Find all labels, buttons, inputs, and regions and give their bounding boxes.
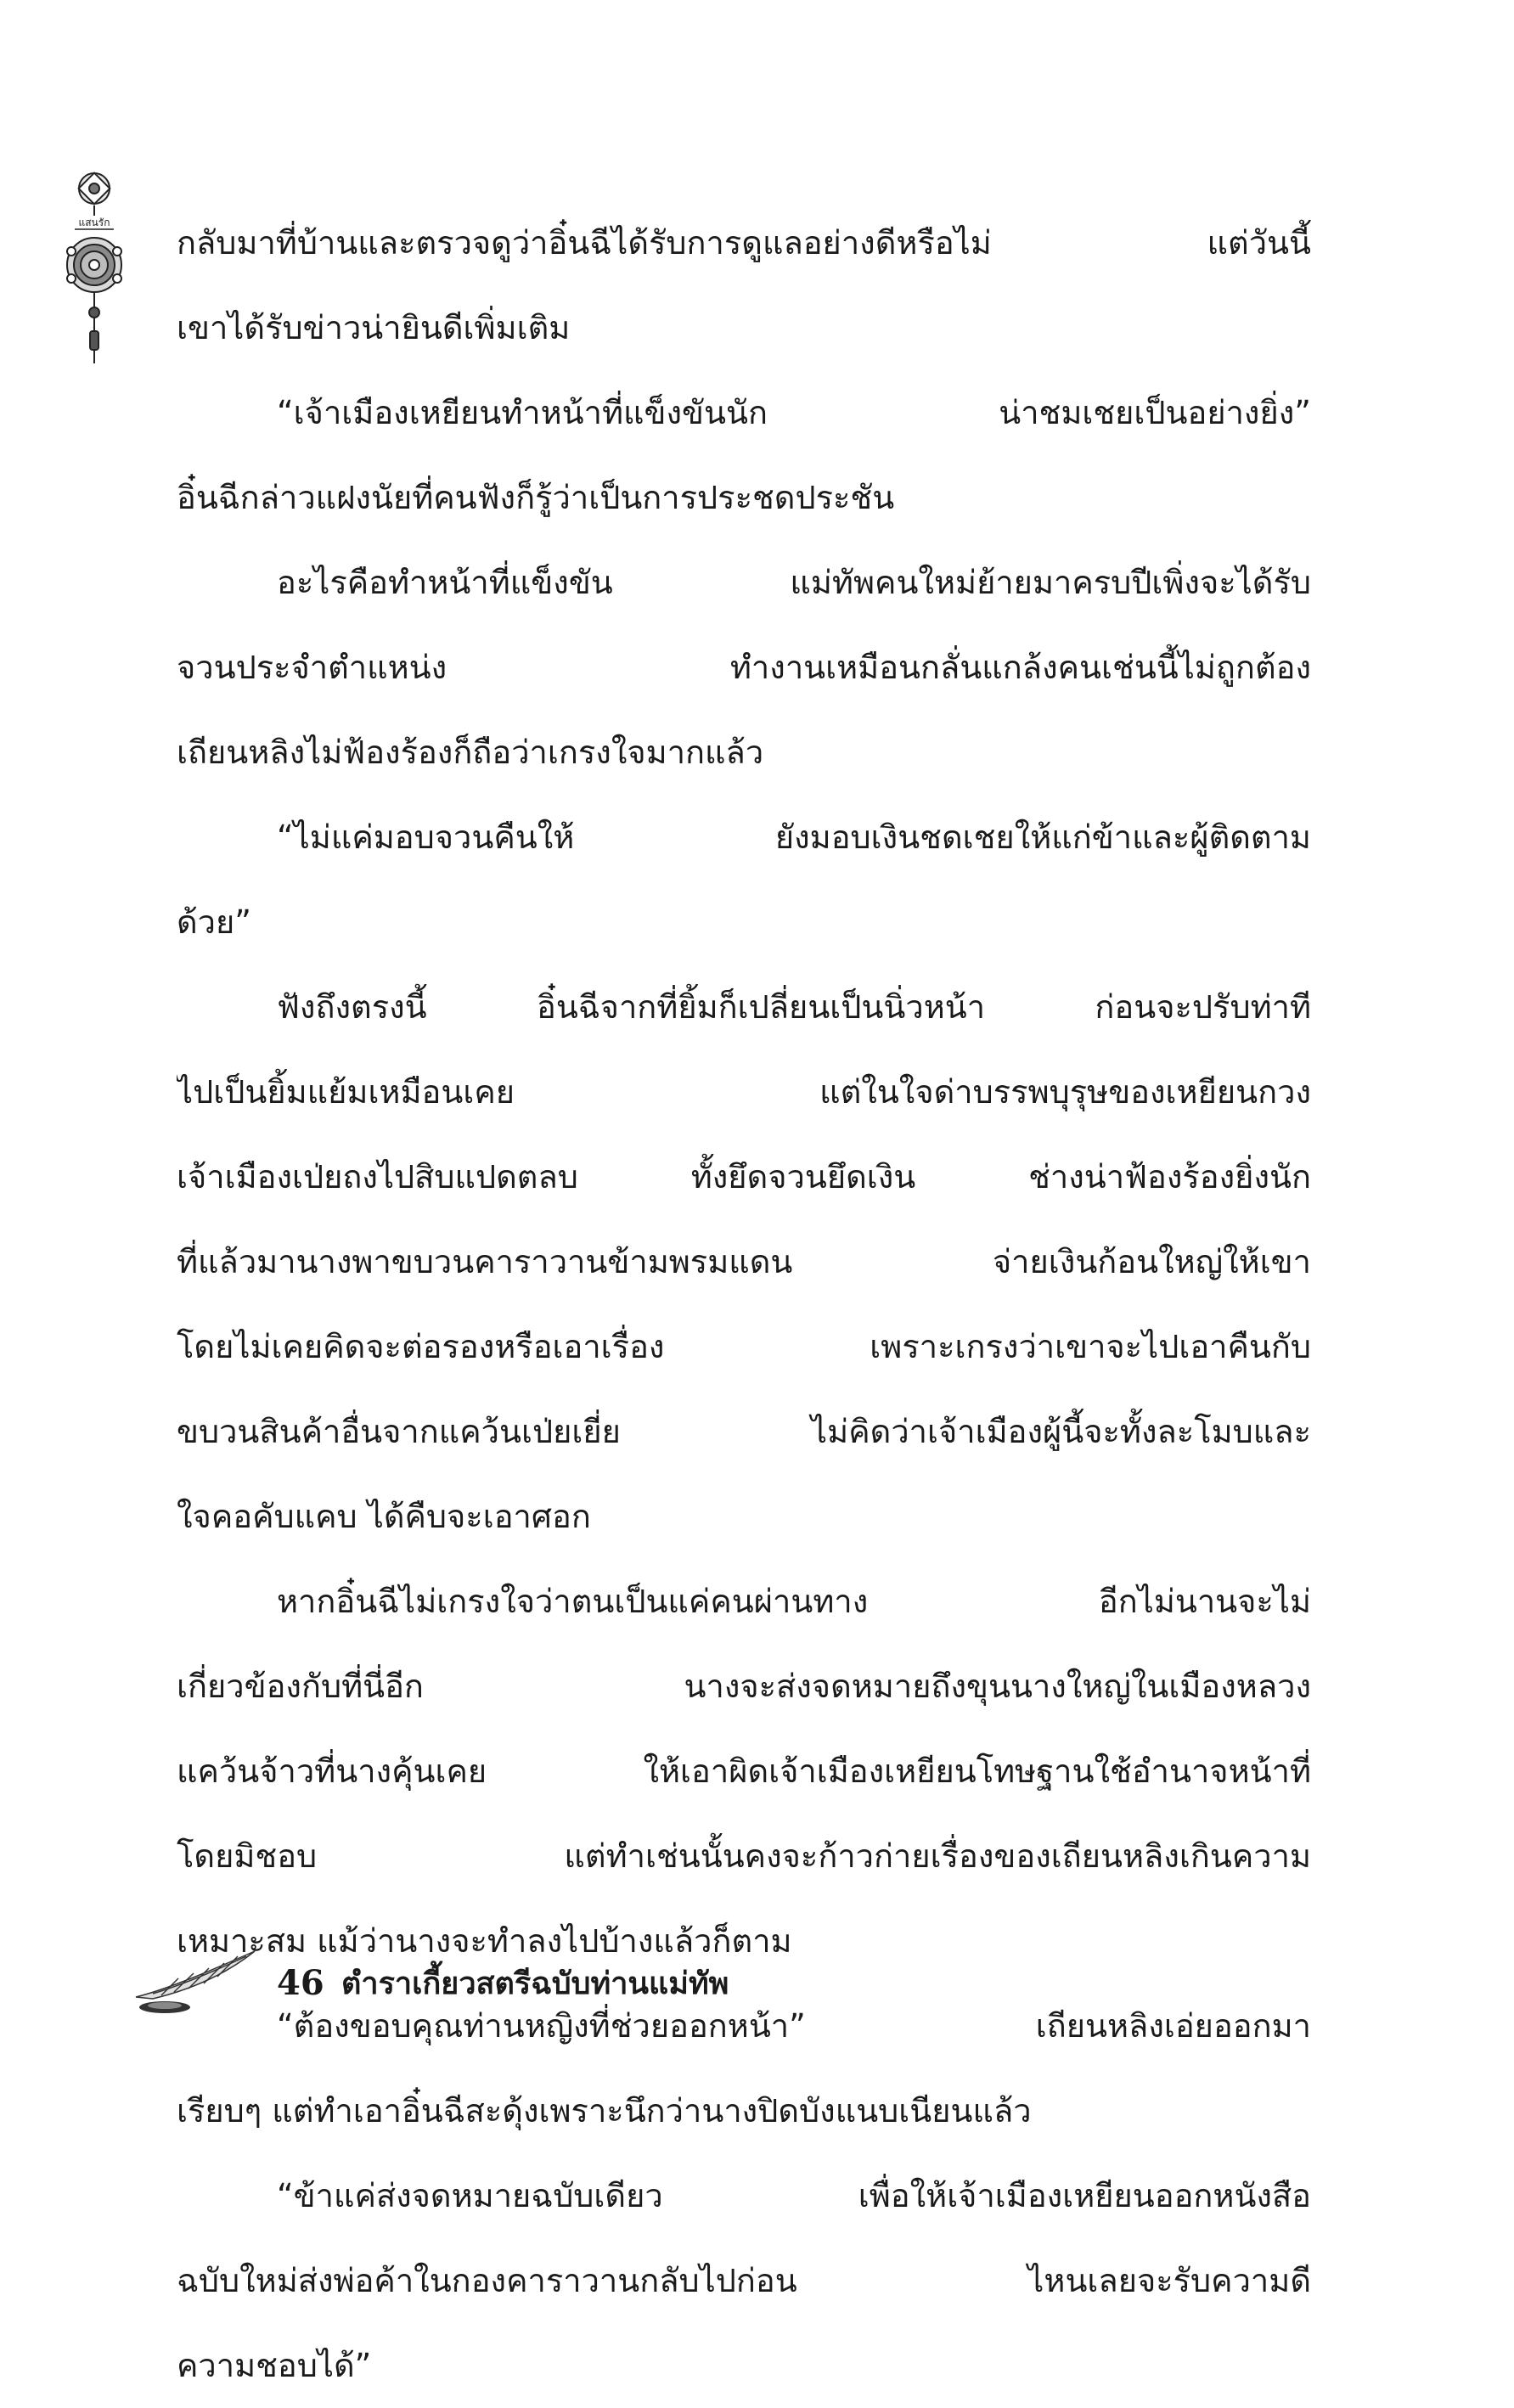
quill-icon	[127, 1944, 263, 2021]
text-line: เขาได้รับข่าวน่ายินดีเพิ่มเติม	[177, 309, 571, 346]
ornamental-medallion-icon	[65, 170, 124, 367]
text-line: ไปเป็นยิ้มแย้มเหมือนเคย แต่ในใจด่าบรรพบุรุษของเหยียนกวง	[177, 1073, 1311, 1111]
text-line: เหมาะสม แม้ว่านางจะทำลงไปบ้างแล้วก็ตาม	[177, 1922, 792, 1960]
text-line: เถียนหลิงไม่ฟ้องร้องก็ถือว่าเกรงใจมากแล้ว	[177, 734, 764, 771]
text-line: ที่แล้วมานางพาขบวนคาราวานข้ามพรมแดน จ่ายเงินก้อนใหญ่ให้เขา	[177, 1243, 1311, 1280]
text-line: ใจคอคับแคบ ได้คืบจะเอาศอก	[177, 1498, 591, 1535]
publisher-emblem	[65, 170, 124, 367]
text-line: “ไม่แค่มอบจวนคืนให้ ยังมอบเงินชดเชยให้แก่ข้าและผู้ติดตาม	[277, 819, 1311, 856]
text-line: “เจ้าเมืองเหยียนทำหน้าที่แข็งขันนัก น่าชมเชยเป็นอย่างยิ่ง”	[277, 394, 1311, 431]
text-line: จวนประจำตำแหน่ง ทำงานเหมือนกลั่นแกล้งคนเช่นนี้ไม่ถูกต้อง	[177, 649, 1311, 686]
text-line: หากอิ๋นฉีไม่เกรงใจว่าตนเป็นแค่คนผ่านทาง อีกไม่นานจะไม่	[277, 1583, 1311, 1620]
text-line: กลับมาที่บ้านและตรวจดูว่าอิ๋นฉีได้รับการดูแลอย่างดีหรือไม่ แต่วันนี้	[177, 224, 1311, 262]
text-line: เกี่ยวข้องกับที่นี่อีก นางจะส่งจดหมายถึงขุนนางใหญ่ในเมืองหลวง	[177, 1668, 1311, 1705]
text-line: ด้วย”	[177, 903, 251, 941]
text-line: ความชอบได้”	[177, 2347, 372, 2384]
text-line: ฉบับใหม่ส่งพ่อค้าในกองคาราวานกลับไปก่อน ไหนเลยจะรับความดี	[177, 2262, 1311, 2299]
text-line: อะไรคือทำหน้าที่แข็งขัน แม่ทัพคนใหม่ย้ายมาครบปีเพิ่งจะได้รับ	[277, 564, 1311, 601]
text-line: โดยไม่เคยคิดจะต่อรองหรือเอาเรื่อง เพราะเกรงว่าเขาจะไปเอาคืนกับ	[177, 1328, 1311, 1365]
text-line: ขบวนสินค้าอื่นจากแคว้นเป่ยเยี่ย ไม่คิดว่าเจ้าเมืองผู้นี้จะทั้งละโมบและ	[177, 1413, 1311, 1450]
text-line: แคว้นจ้าวที่นางคุ้นเคย ให้เอาผิดเจ้าเมืองเหยียนโทษฐานใช้อำนาจหน้าที่	[177, 1753, 1311, 1790]
page-number: 46	[277, 1963, 324, 2003]
book-title: ตำราเกี้ยวสตรีฉบับท่านแม่ทัพ	[341, 1966, 729, 2001]
body-text	[177, 200, 1311, 2408]
text-line: โดยมิชอบ แต่ทำเช่นนั้นคงจะก้าวก่ายเรื่องของเถียนหลิงเกินความ	[177, 1837, 1311, 1875]
text-line: “ข้าแค่ส่งจดหมายฉบับเดียว เพื่อให้เจ้าเมืองเหยียนออกหนังสือ	[277, 2177, 1311, 2214]
text-line: อิ๋นฉีกล่าวแฝงนัยที่คนฟังก็รู้ว่าเป็นการประชดประชัน	[177, 479, 895, 516]
svg-text:แสนรัก: แสนรัก	[78, 217, 110, 228]
text-line: เรียบๆ แต่ทำเอาอิ๋นฉีสะดุ้งเพราะนึกว่านางปิดบังแนบเนียนแล้ว	[177, 2092, 1032, 2130]
text-line: “ต้องขอบคุณท่านหญิงที่ช่วยออกหน้า” เถียนหลิงเอ่ยออกมา	[277, 2007, 1311, 2045]
page-footer	[127, 1944, 892, 2029]
text-line: เจ้าเมืองเป่ยถงไปสิบแปดตลบ ทั้งยึดจวนยึดเงิน ช่างน่าฟ้องร้องยิ่งนัก	[177, 1158, 1311, 1196]
text-line: ฟังถึงตรงนี้ อิ๋นฉีจากที่ยิ้มก็เปลี่ยนเป็นนิ่วหน้า ก่อนจะปรับท่าที	[277, 988, 1311, 1026]
